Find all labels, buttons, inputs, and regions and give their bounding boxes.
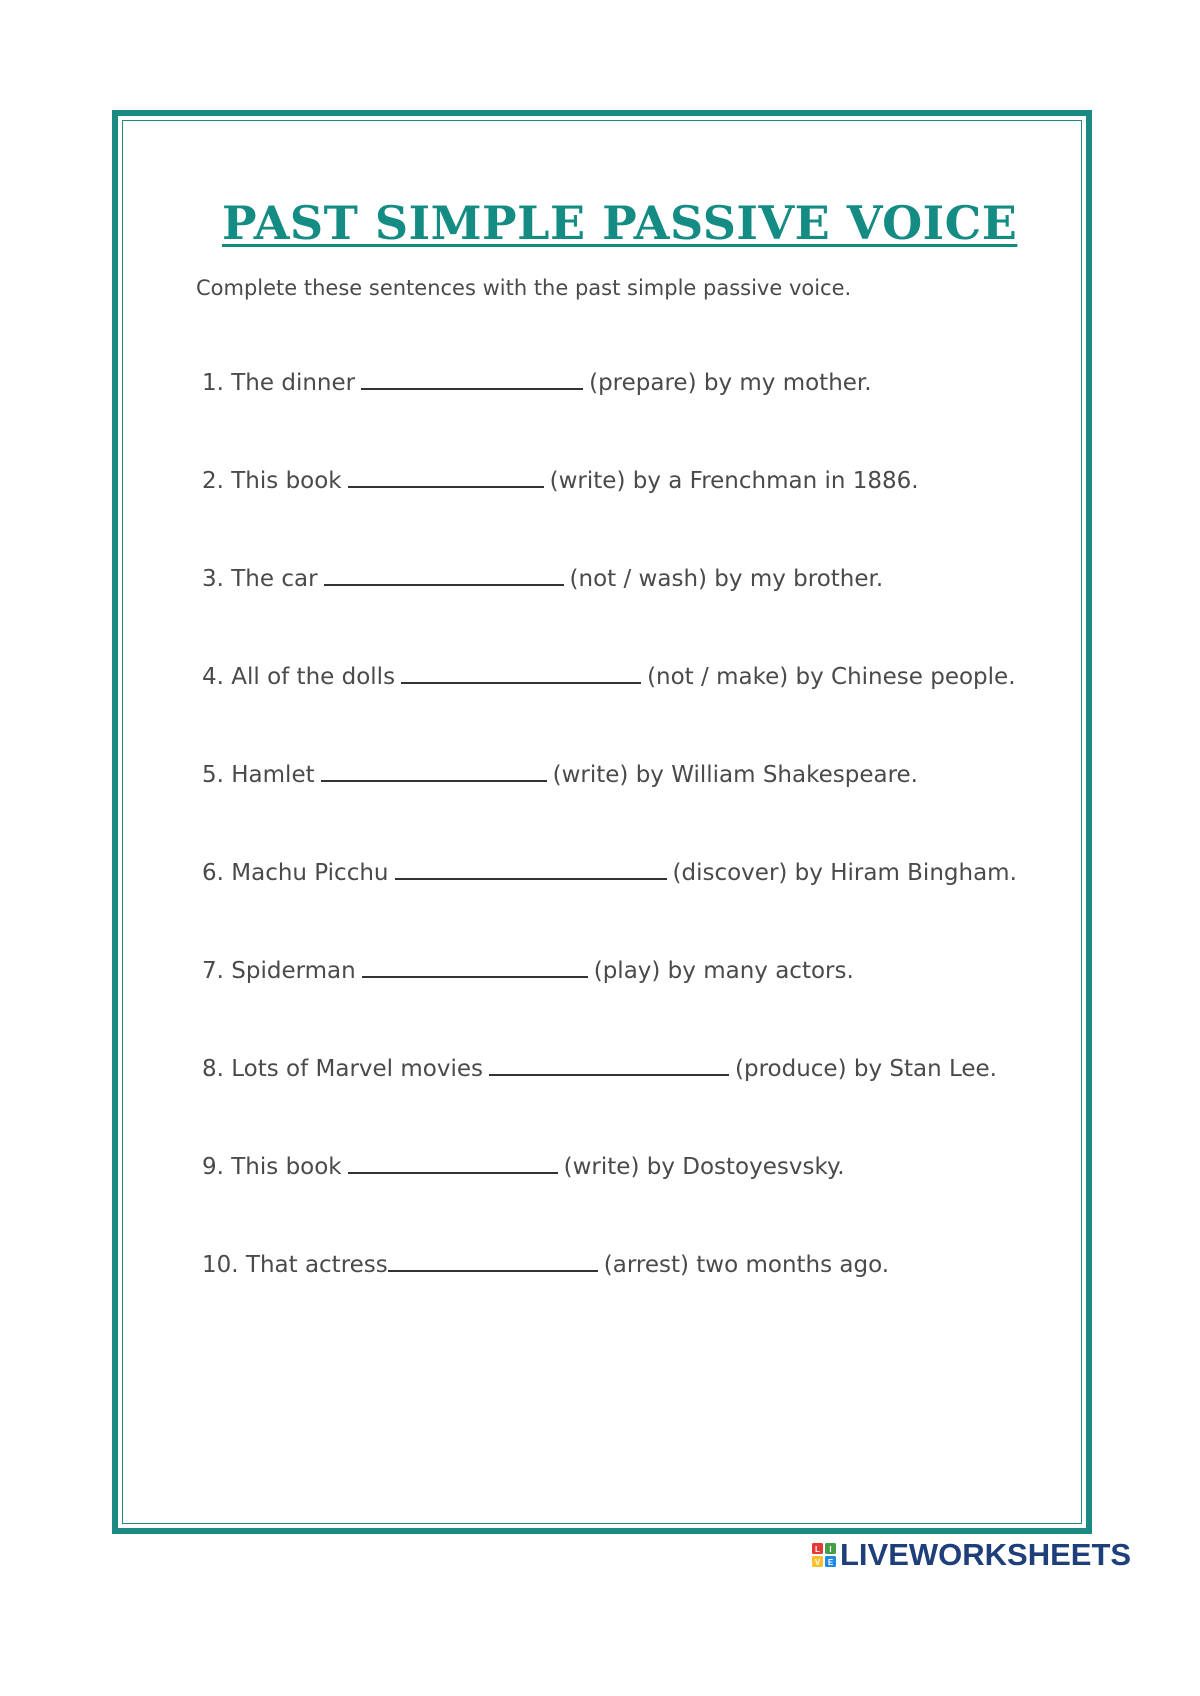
item-text-after: (play) by many actors.: [593, 958, 854, 984]
exercise-item-9: [202, 1150, 845, 1183]
page-title: PAST SIMPLE PASSIVE VOICE: [222, 196, 1018, 250]
exercise-item-2: [202, 464, 919, 497]
answer-blank-1[interactable]: [361, 366, 583, 390]
item-text-before: 5. Hamlet: [202, 762, 315, 788]
item-text-before: 7. Spiderman: [202, 958, 356, 984]
item-text-before: 9. This book: [202, 1154, 342, 1180]
answer-blank-4[interactable]: [401, 660, 641, 684]
item-text-before: 8. Lots of Marvel movies: [202, 1056, 483, 1082]
exercise-item-8: [202, 1052, 997, 1085]
worksheet-border: [112, 110, 1092, 1534]
logo-letter-e: E: [827, 1558, 834, 1567]
item-text-after: (write) by William Shakespeare.: [552, 762, 918, 788]
item-text-after: (write) by Dostoyesvsky.: [563, 1154, 845, 1180]
answer-blank-10[interactable]: [388, 1248, 598, 1272]
exercise-item-3: [202, 562, 883, 595]
answer-blank-5[interactable]: [321, 758, 547, 782]
item-text-before: 3. The car: [202, 566, 318, 592]
item-text-after: (discover) by Hiram Bingham.: [672, 860, 1017, 886]
answer-blank-7[interactable]: [362, 954, 588, 978]
logo-letter-i: I: [829, 1545, 832, 1554]
answer-blank-8[interactable]: [489, 1052, 729, 1076]
exercise-item-5: [202, 758, 918, 791]
item-text-before: 2. This book: [202, 468, 342, 494]
exercise-item-7: [202, 954, 854, 987]
item-text-before: 4. All of the dolls: [202, 664, 396, 690]
brand-name: LIVEWORKSHEETS: [840, 1537, 1132, 1572]
logo-letter-l: L: [815, 1545, 820, 1554]
logo-letter-v: V: [814, 1558, 821, 1567]
answer-blank-6[interactable]: [395, 856, 667, 880]
exercise-item-1: [202, 366, 872, 399]
exercise-item-6: [202, 856, 1017, 889]
answer-blank-2[interactable]: [348, 464, 544, 488]
item-text-before: 1. The dinner: [202, 370, 356, 396]
exercise-item-4: [202, 660, 1016, 693]
answer-blank-3[interactable]: [324, 562, 564, 586]
liveworksheets-logo-icon: [812, 1543, 836, 1567]
item-text-after: (write) by a Frenchman in 1886.: [549, 468, 919, 494]
answer-blank-9[interactable]: [348, 1150, 558, 1174]
instructions-text: Complete these sentences with the past simple passive voice.: [196, 276, 852, 300]
worksheet-inner-border: [122, 120, 1082, 1524]
item-text-after: (not / make) by Chinese people.: [647, 664, 1016, 690]
exercise-item-10: [202, 1248, 889, 1281]
item-text-before: 6. Machu Picchu: [202, 860, 389, 886]
item-text-after: (produce) by Stan Lee.: [735, 1056, 997, 1082]
item-text-after: (prepare) by my mother.: [589, 370, 872, 396]
item-text-before: 10. That actress: [202, 1252, 388, 1278]
item-text-after: (arrest) two months ago.: [603, 1252, 890, 1278]
item-text-after: (not / wash) by my brother.: [569, 566, 884, 592]
